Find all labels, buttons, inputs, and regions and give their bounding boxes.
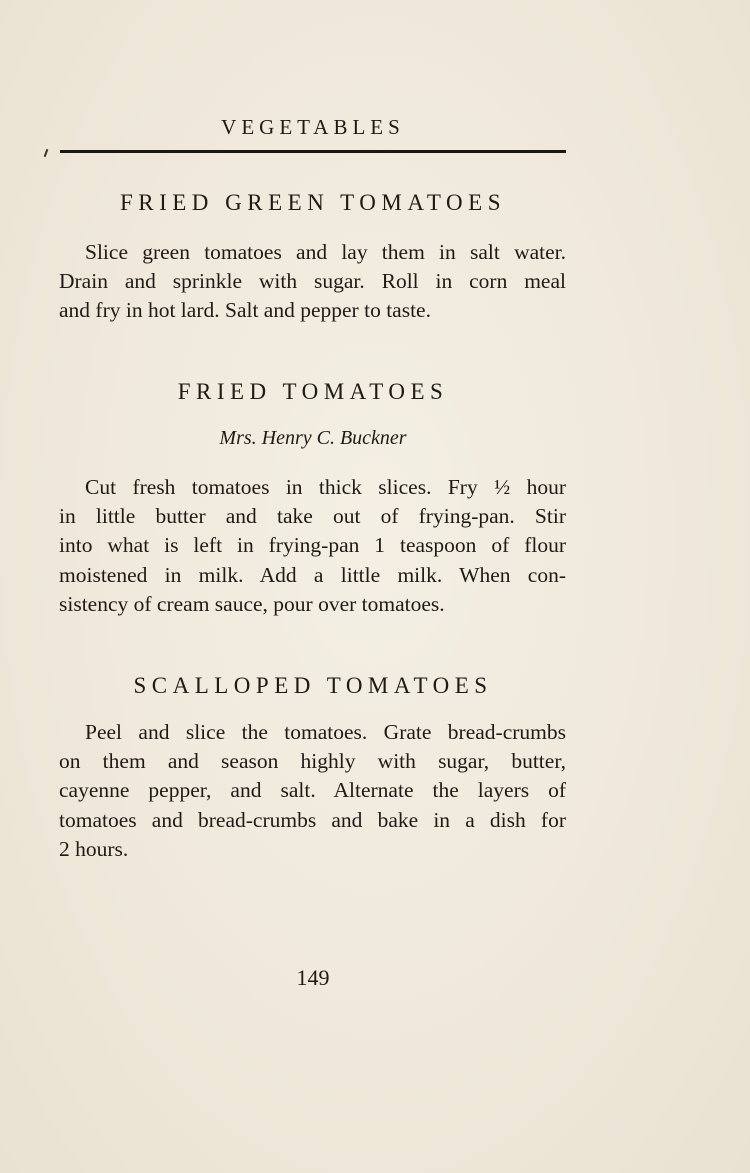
- recipe-author: Mrs. Henry C. Buckner: [219, 427, 407, 449]
- recipe-line: moistened in milk. Add a little milk. When con-: [59, 562, 566, 587]
- recipe-title-fried-green-tomatoes: FRIED GREEN TOMATOES: [119, 190, 507, 215]
- recipe-body-fried-tomatoes: [59, 473, 566, 619]
- ink-mark: [44, 149, 49, 157]
- recipe-line: on them and season highly with sugar, butter,: [59, 749, 566, 774]
- recipe-line: Cut fresh tomatoes in thick slices. Fry ½ hour: [85, 475, 566, 499]
- header-rule: [60, 150, 566, 153]
- recipe-line: tomatoes and bread-crumbs and bake in a dish for: [59, 807, 566, 832]
- running-head: VEGETABLES: [221, 115, 405, 139]
- recipe-line: sistency of cream sauce, pour over tomatoes.: [59, 591, 445, 616]
- recipe-line: Drain and sprinkle with sugar. Roll in corn meal: [59, 269, 566, 294]
- recipe-title-scalloped-tomatoes: SCALLOPED TOMATOES: [133, 673, 493, 698]
- recipe-line: cayenne pepper, and salt. Alternate the layers of: [59, 778, 566, 803]
- recipe-line: and fry in hot lard. Salt and pepper to taste.: [59, 298, 431, 323]
- recipe-line: in little butter and take out of frying-pan. Stir: [59, 504, 566, 529]
- page-number: 149: [296, 965, 330, 990]
- recipe-body-fried-green-tomatoes: [59, 238, 566, 326]
- recipe-line: 2 hours.: [59, 836, 129, 861]
- recipe-title-fried-tomatoes: FRIED TOMATOES: [177, 379, 449, 404]
- recipe-line: into what is left in frying-pan 1 teaspoon of flour: [59, 533, 566, 558]
- recipe-line: Peel and slice the tomatoes. Grate bread-crumbs: [85, 720, 566, 744]
- recipe-body-scalloped-tomatoes: [59, 718, 566, 864]
- recipe-line: Slice green tomatoes and lay them in salt water.: [85, 240, 566, 264]
